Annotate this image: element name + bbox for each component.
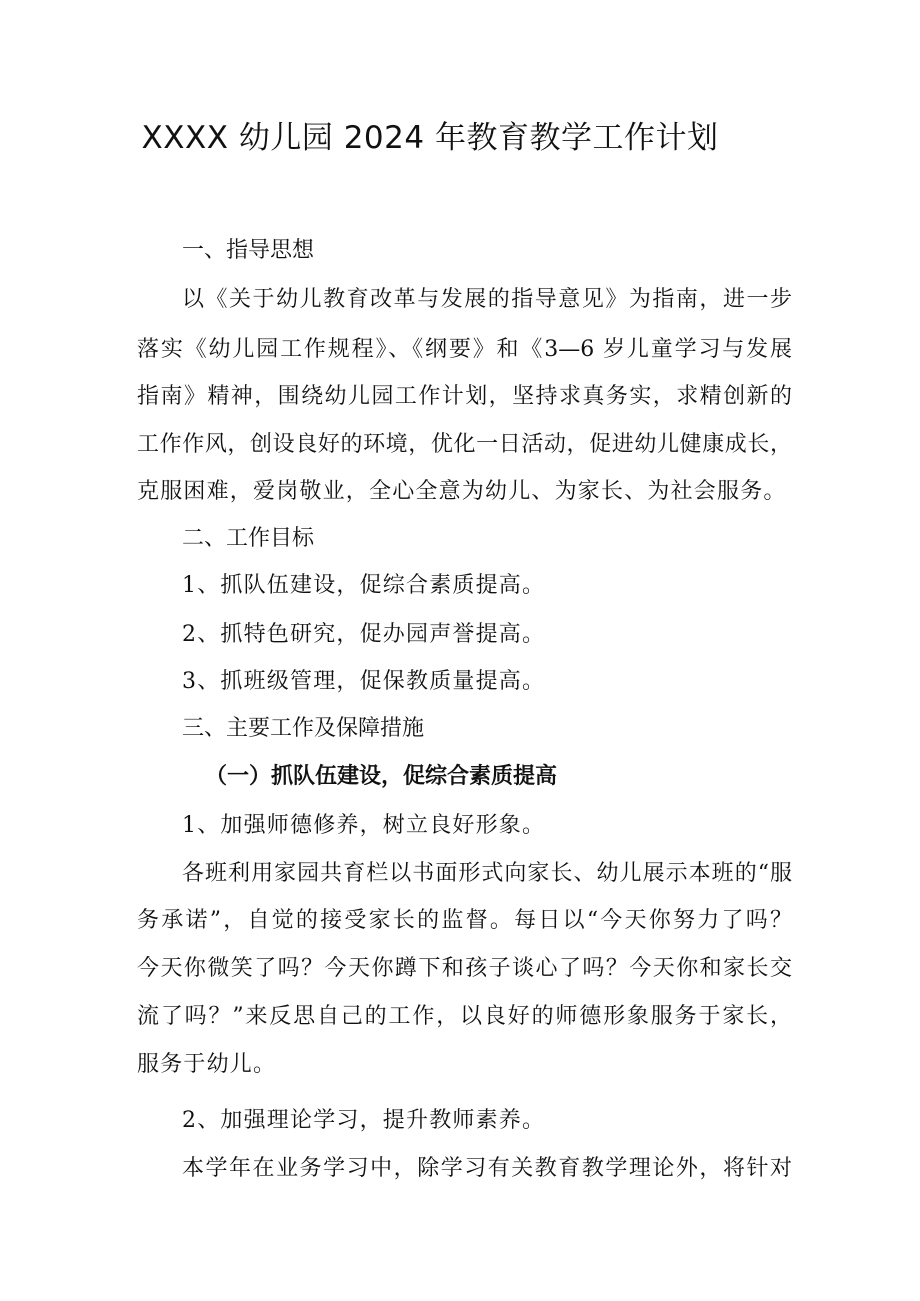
section1-line-1: 以《关于幼儿教育改革与发展的指导意见》为指南，进一步: [182, 287, 792, 312]
para2-line-1: 本学年在业务学习中，除学习有关教育教学理论外，将针对: [182, 1156, 792, 1181]
goal-item-1: 1、抓队伍建设，促综合素质提高。: [182, 573, 546, 598]
measure-item-2: 2、加强理论学习，提升教师素养。: [182, 1108, 546, 1133]
goal-item-2: 2、抓特色研究，促办园声誉提高。: [182, 622, 546, 647]
section3-heading: 三、主要工作及保障措施: [182, 716, 425, 741]
para1-line-2: 务承诺”，自觉的接受家长的监督。每日以“今天你努力了吗？: [137, 908, 792, 933]
para1-line-1: 各班利用家园共育栏以书面形式向家长、幼儿展示本班的“服: [182, 861, 792, 886]
section3-subheading: （一）抓队伍建设，促综合素质提高: [205, 764, 558, 789]
para1-line-3: 今天你微笑了吗？今天你蹲下和孩子谈心了吗？今天你和家长交: [137, 956, 792, 981]
document-title: XXXX 幼儿园 2024 年教育教学工作计划: [141, 120, 719, 156]
section1-line-5: 克服困难，爱岗敬业，全心全意为幼儿、为家长、为社会服务。: [137, 479, 787, 504]
section1-line-2: 落实《幼儿园工作规程》、《纲要》和《3—6 岁儿童学习与发展: [137, 337, 792, 362]
para1-line-5: 服务于幼儿。: [137, 1052, 277, 1077]
section1-line-3: 指南》精神，围绕幼儿园工作计划，坚持求真务实，求精创新的: [137, 384, 792, 409]
measure-item-1: 1、加强师德修养，树立良好形象。: [182, 813, 546, 838]
goal-item-3: 3、抓班级管理，促保教质量提高。: [182, 669, 546, 694]
section1-heading: 一、指导思想: [182, 238, 315, 263]
para1-line-4: 流了吗？”来反思自己的工作，以良好的师德形象服务于家长，: [137, 1004, 792, 1029]
section2-heading: 二、工作目标: [182, 526, 315, 551]
section1-line-4: 工作作风，创设良好的环境，优化一日活动，促进幼儿健康成长，: [137, 432, 792, 457]
